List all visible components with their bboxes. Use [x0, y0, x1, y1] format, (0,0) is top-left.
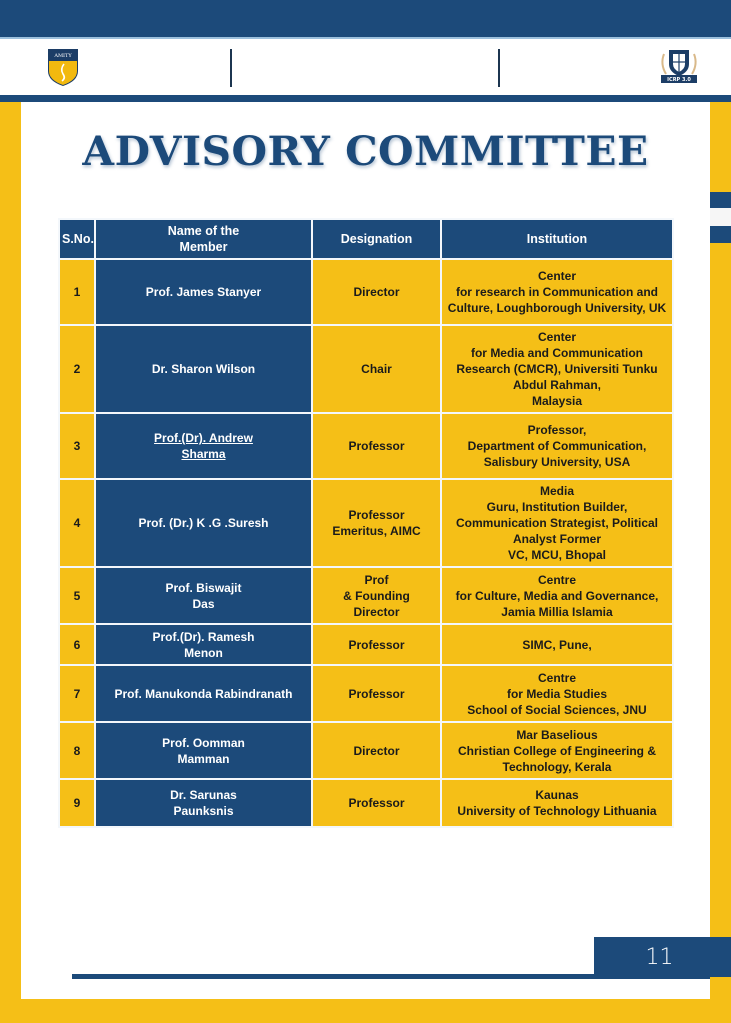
- row-sno: 3: [59, 413, 95, 479]
- amity-logo-text: AMITY: [54, 53, 72, 59]
- row-sno: 5: [59, 567, 95, 624]
- right-edge-tab: [710, 192, 731, 208]
- row-sno: 7: [59, 665, 95, 722]
- member-institution: Mar Baselious Christian College of Engineering & Technology, Kerala: [441, 722, 673, 779]
- table-row: [59, 567, 673, 624]
- right-edge-tab-gap: [710, 208, 731, 226]
- icrp-logo-text: ICRP 3.0: [667, 77, 691, 83]
- table-row: [59, 479, 673, 567]
- right-edge-tab: [710, 226, 731, 243]
- member-name: Prof. Oomman Mamman: [162, 735, 245, 766]
- member-institution: Center for research in Communication and Culture, Loughborough University, UK: [441, 259, 673, 325]
- member-designation: Professor: [348, 637, 405, 652]
- header-bottom-bar: [0, 95, 731, 102]
- member-name: Prof. Biswajit Das: [165, 580, 242, 611]
- row-sno: 4: [59, 479, 95, 567]
- column-header-sno: S.No.: [59, 219, 95, 259]
- row-sno: 8: [59, 722, 95, 779]
- left-gold-border: [0, 102, 21, 999]
- member-name: Dr. Sharon Wilson: [151, 362, 256, 376]
- table-row: [59, 259, 673, 325]
- amity-crest-icon: [46, 47, 80, 87]
- member-institution: SIMC, Pune,: [441, 624, 673, 665]
- member-institution: Center for Media and Communication Research (CMCR), Universiti Tunku Abdul Rahman, Malaysia: [441, 325, 673, 413]
- header-divider-right: [498, 49, 500, 87]
- table-row: [59, 665, 673, 722]
- member-designation: Professor Emeritus, AIMC: [332, 508, 421, 538]
- table-row: [59, 325, 673, 413]
- member-designation: Director: [353, 743, 400, 758]
- header-logo-strip: [0, 39, 731, 95]
- member-name: Prof. (Dr.) K .G .Suresh: [138, 516, 269, 530]
- header-top-band: [0, 0, 731, 38]
- row-sno: 9: [59, 779, 95, 827]
- header-divider-left: [230, 49, 232, 87]
- member-institution: Centre for Culture, Media and Governance, Jamia Millia Islamia: [441, 567, 673, 624]
- member-name-link[interactable]: Prof.(Dr). Andrew Sharma: [154, 431, 253, 461]
- advisory-committee-table: [58, 218, 674, 828]
- member-designation: Director: [353, 285, 400, 299]
- member-designation: Prof & Founding Director: [343, 572, 410, 619]
- member-name: Prof.(Dr). Ramesh Menon: [152, 629, 255, 660]
- row-sno: 1: [59, 259, 95, 325]
- page-title: ADVISORY COMMITTEE: [82, 128, 649, 175]
- member-name: Prof. Manukonda Rabindranath: [114, 686, 293, 701]
- member-institution: Media Guru, Institution Builder, Communication Strategist, Political Analyst Former VC, MCU, Bhopal: [441, 479, 673, 567]
- member-designation: Professor: [348, 439, 405, 453]
- page-number: 11: [645, 944, 674, 970]
- column-header-designation: Designation: [312, 219, 441, 259]
- table-row: [59, 722, 673, 779]
- row-sno: 6: [59, 624, 95, 665]
- member-institution: Centre for Media Studies School of Social Sciences, JNU: [441, 665, 673, 722]
- icrp-crest-icon: [656, 46, 702, 86]
- member-name: Dr. Sarunas Paunksnis: [170, 788, 237, 818]
- member-name: Prof. James Stanyer: [145, 285, 262, 299]
- page-number-box: [594, 937, 731, 977]
- column-header-name: Name of the Member: [95, 219, 312, 259]
- member-institution: Professor, Department of Communication, Salisbury University, USA: [441, 413, 673, 479]
- table-row: [59, 413, 673, 479]
- member-designation: Chair: [361, 362, 392, 376]
- bottom-gold-border: [0, 999, 731, 1023]
- table-row: [59, 779, 673, 827]
- member-institution: Kaunas University of Technology Lithuania: [441, 779, 673, 827]
- column-header-institution: Institution: [441, 219, 673, 259]
- row-sno: 2: [59, 325, 95, 413]
- member-designation: Professor: [348, 686, 405, 701]
- table-header-row: [59, 219, 673, 259]
- member-designation: Professor: [348, 796, 405, 810]
- table-row: [59, 624, 673, 665]
